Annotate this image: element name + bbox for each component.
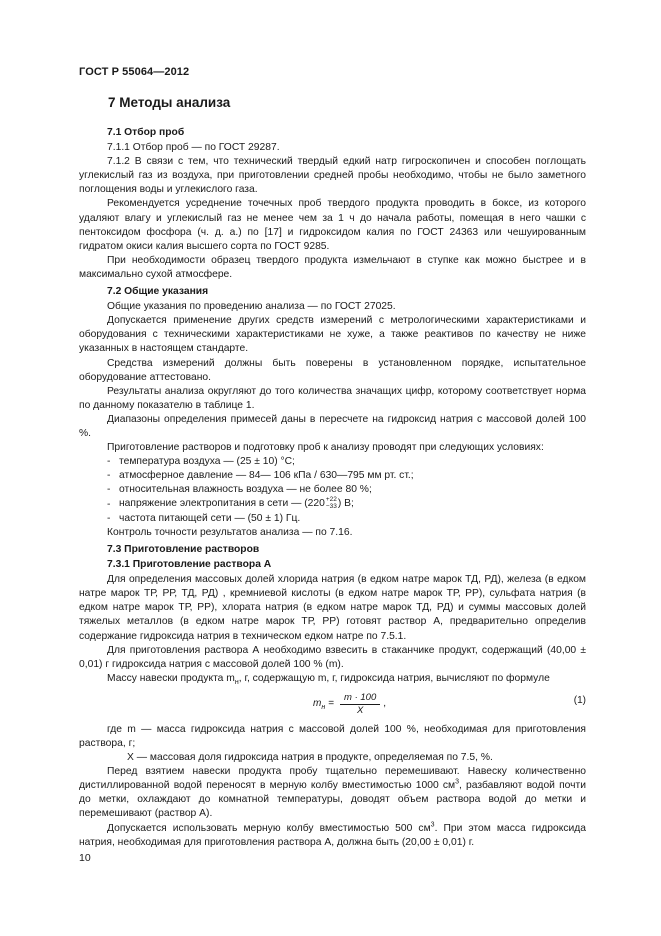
paragraph: Рекомендуется усреднение точечных проб твердого продукта проводить в боксе, из которого удаляют влагу и углекислый газ не менее чем за 1 ч до начала работы, помещая в него чашки с пентоксидом фосфора (ч. д. а.) по [17] и гидроксидом калия по ГОСТ 24363 или чешуированным гидратом окиси калия высшего сорта по ГОСТ 9285.	[79, 198, 586, 252]
section-title: 7 Методы анализа	[108, 95, 231, 110]
subsection-title-7-2: 7.2 Общие указания	[107, 286, 209, 298]
formula-number: (1)	[573, 694, 586, 706]
paragraph: Массу навески продукта $m_н$, г, содержащую m, г, гидроксида натрия, вычисляют по формуле	[107, 672, 550, 686]
paragraph: Для приготовления раствора А необходимо взвесить в стаканчике продукт, содержащий (40,00 ± 0,01) г гидроксида натрия с массовой долей 100 % (m).	[79, 644, 586, 670]
paragraph: Результаты анализа округляют до того количества значащих цифр, которому соответствует норма по данному показателю в таблице 1.	[79, 385, 586, 411]
paragraph: 7.1.2 В связи с тем, что технический твердый едкий натр гигроскопичен и способен поглощать углекислый газ из воздуха, при приготовлении средней пробы необходимо, чтобы не было заметного поглощения воды и углекислого газа.	[79, 156, 586, 196]
formula-legend-m: где m — масса гидроксида натрия с массовой долей 100 %, необходимая для приготовления раствора, г;	[79, 723, 586, 749]
list-item: - температура воздуха — (25 ± 10) °С;	[107, 456, 295, 468]
paragraph: Приготовление растворов и подготовку проб к анализу проводят при следующих условиях:	[107, 442, 544, 454]
paragraph: Допускается использовать мерную колбу вместимостью 500 $см^3$. При этом масса гидроксида натрия, необходимая для приготовления раствора А, должна быть (20,00 ± 0,01) г.	[79, 821, 586, 848]
voltage-tolerance: +22 −33	[325, 496, 337, 510]
subsection-title-7-3: 7.3 Приготовление растворов	[107, 543, 260, 555]
list-item: - относительная влажность воздуха — не более 80 %;	[107, 484, 372, 496]
list-item: - напряжение электропитания в сети — (220 +22 −33 ) В;	[107, 496, 354, 510]
paragraph: Контроль точности результатов анализа — по 7.16.	[107, 526, 353, 538]
document-body	[79, 126, 586, 850]
list-item: - атмосферное давление — 84— 106 кПа / 630—795 мм рт. ст.;	[107, 470, 414, 482]
formula-legend-x: X — массовая доля гидроксида натрия в продукте, определяемая по 7.5, %.	[127, 752, 493, 764]
conditions-list	[79, 455, 586, 526]
paragraph: Общие указания по проведению анализа — по ГОСТ 27025.	[107, 301, 396, 313]
paragraph: Средства измерений должны быть поверены в установленном порядке, испытательное оборудование аттестовано.	[79, 357, 586, 383]
paragraph: Перед взятием навески продукта пробу тщательно перемешивают. Навеску количественно дистиллированной водой переносят в мерную колбу вместимостью 1000 $см^3$, разбавляют водой почти до метки, охлаждают до комнатной температуры, доводят объем раствора водой до метки и перемешивают (раствор А).	[79, 766, 587, 820]
paragraph: Диапазоны определения примесей даны в пересчете на гидроксид натрия с массовой долей 100 %.	[79, 413, 586, 439]
paragraph: 7.1.1 Отбор проб — по ГОСТ 29287.	[107, 142, 280, 154]
list-item: - частота питающей сети — (50 ± 1) Гц.	[107, 512, 301, 524]
formula-lhs: $m_н$	[313, 698, 326, 712]
paragraph: Допускается применение других средств измерений с метрологическими характеристиками и оборудования с техническими характеристиками не хуже, а также реактивов по качеству не ниже указанных в настоящем стандарте.	[79, 315, 586, 355]
paragraph: При необходимости образец твердого продукта измельчают в ступке как можно быстрее и в максимально сухой атмосфере.	[79, 254, 586, 280]
formula-1: $m_н$ = $\frac{m \cdot 100}{X}$ , (1)	[313, 691, 586, 716]
subsection-title-7-1: 7.1 Отбор проб	[107, 127, 185, 138]
subsection-title-7-3-1: 7.3.1 Приготовление раствора А	[107, 559, 272, 571]
document-header: ГОСТ Р 55064—2012	[79, 66, 190, 78]
formula-fraction: $\frac{m \cdot 100}{X}$	[340, 692, 380, 717]
page-number: 10	[79, 852, 91, 864]
paragraph: Для определения массовых долей хлорида натрия (в едком натре марок ТД, РД), железа (в едком натре марок ТР, РР, ТД, РД) , кремниевой кислоты (в едком натре марок ТР, РР), сульфата натрия (в едком натре марок ТР, РР), хлората натрия (в едком натре марок ТД, РД) и суммы массовых долей тяжелых металлов (в едком натре марок ТР, РР) готовят раствор А, предварительно определив содержание гидроксида натрия в техническом едком натре по 7.5.1.	[79, 574, 586, 642]
